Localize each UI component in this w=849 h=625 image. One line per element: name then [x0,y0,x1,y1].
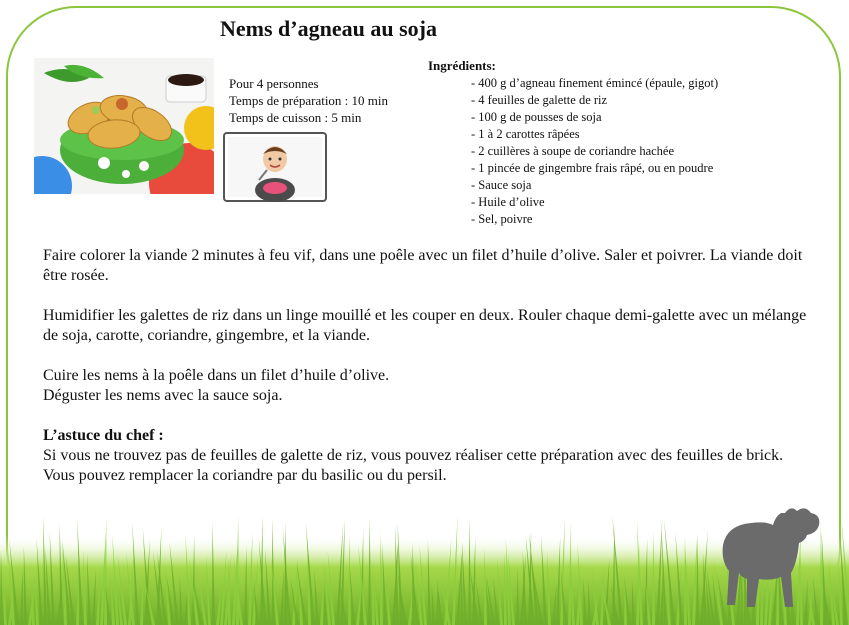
prep-time: Temps de préparation : 10 min [229,93,389,108]
ingredient-item: - Sel, poivre [471,212,533,226]
ingredient-item: - 1 pincée de gingembre frais râpé, ou en poudre [471,161,714,175]
ingredient-item: - 100 g de pousses de soja [471,110,602,124]
cook-time: Temps de cuisson : 5 min [229,110,362,125]
recipe-instructions [43,246,818,486]
ingredient-item: - Sauce soja [471,178,532,192]
ingredient-item: - 400 g d’agneau finement émincé (épaule, gigot) [471,76,719,90]
chef-tip-label: L’astuce du chef : [43,427,164,444]
step-line: Cuire les nems à la poêle dans un filet d’huile d’olive. [43,367,390,384]
recipe-title: Nems d’agneau au soja [220,16,437,41]
child-eating-photo [223,132,327,202]
step-paragraph: Faire colorer la viande 2 minutes à feu vif, dans une poêle avec un filet d’huile d’olive. Saler et poivrer. La viande doit être rosée. [43,247,803,284]
servings: Pour 4 personnes [229,76,319,91]
spring-rolls-bowl-photo [34,58,214,194]
step-paragraph: Humidifier les galettes de riz dans un linge mouillé et les couper en deux. Rouler chaque demi-galette avec un mélange de soja, carotte, coriandre, gingembre, et la viande. [43,307,807,344]
ingredient-item: - Huile d’olive [471,195,545,209]
ingredients-heading: Ingrédients: [428,58,496,73]
step-paragraph [43,366,818,406]
lamb-silhouette-icon [715,505,825,610]
chef-tip-line: Si vous ne trouvez pas de feuilles de galette de riz, vous pouvez réaliser cette préparation avec des feuilles de brick. [43,447,784,464]
ingredients-list [471,75,718,228]
chef-tip-line: Vous pouvez remplacer la coriandre par du basilic ou du persil. [43,467,447,484]
ingredient-item: - 1 à 2 carottes râpées [471,127,580,141]
chef-tip [43,426,818,486]
ingredient-item: - 4 feuilles de galette de riz [471,93,608,107]
step-line: Déguster les nems avec la sauce soja. [43,387,283,404]
ingredient-item: - 2 cuillères à soupe de coriandre hachée [471,144,675,158]
recipe-meta [229,75,388,126]
